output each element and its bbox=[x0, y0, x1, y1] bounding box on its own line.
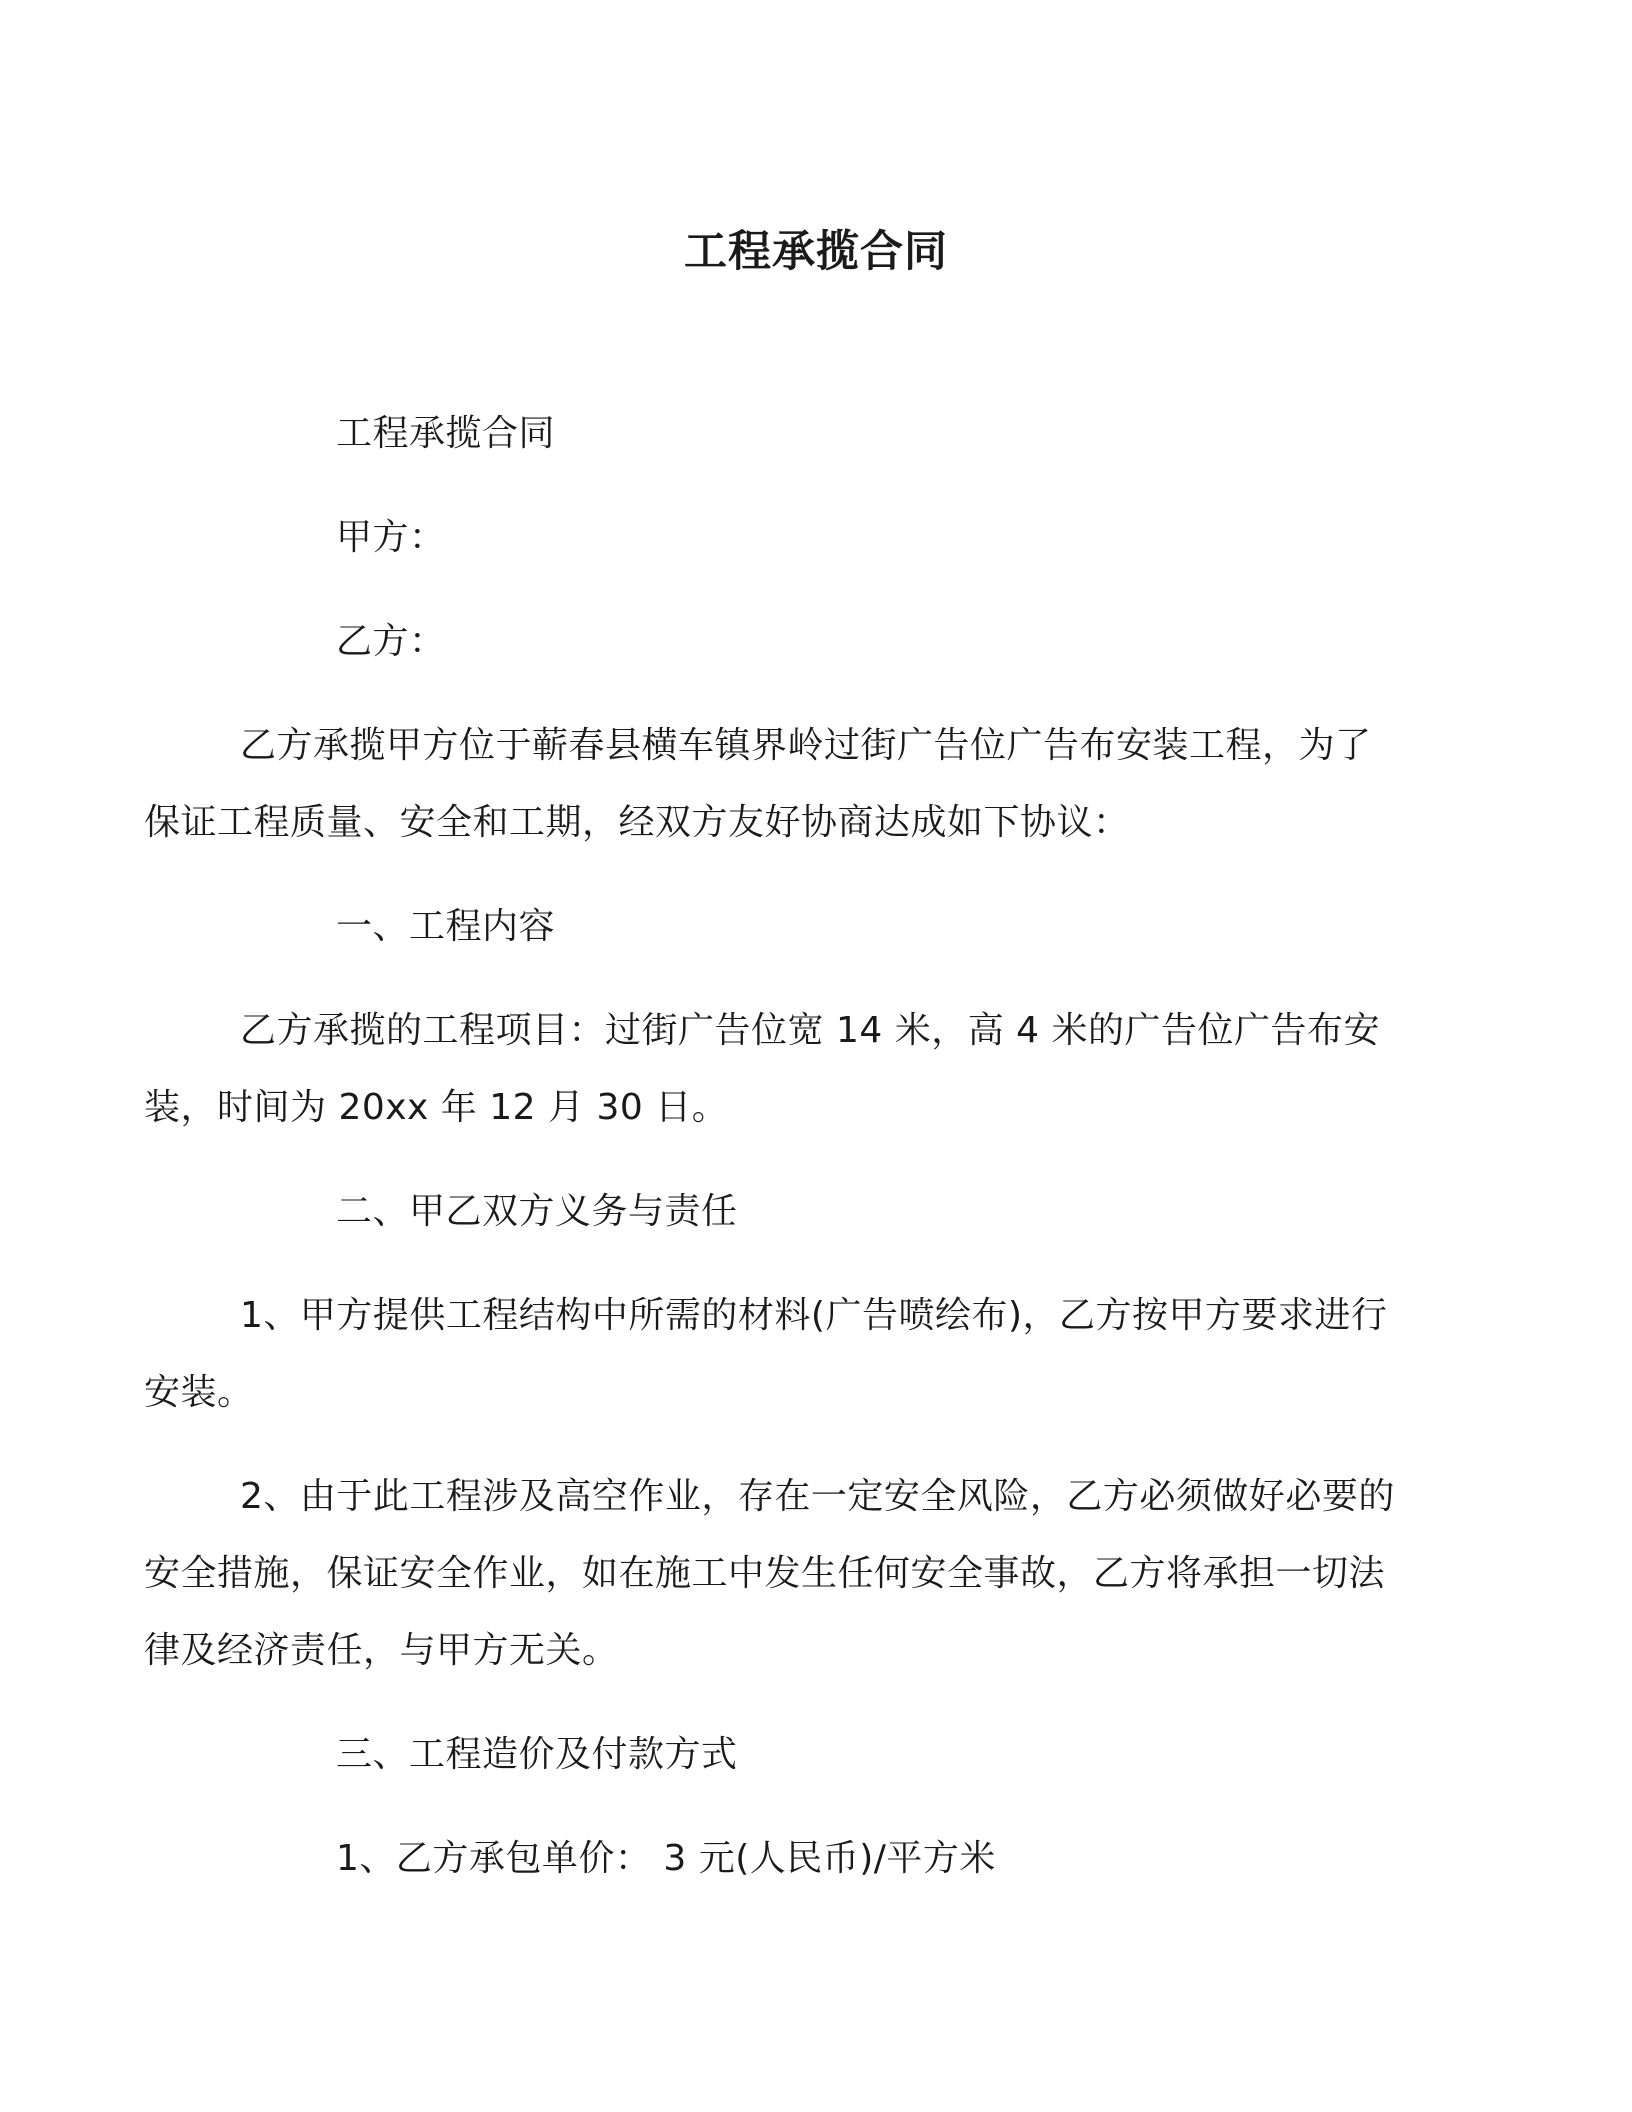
section-heading-1: 一、工程内容 bbox=[336, 906, 556, 947]
paragraph-party-a: 甲方： bbox=[336, 517, 446, 558]
paragraph-subtitle: 工程承揽合同 bbox=[336, 413, 556, 454]
document-body bbox=[144, 395, 1400, 1924]
section-heading-3: 三、工程造价及付款方式 bbox=[336, 1734, 738, 1775]
paragraph-duty-1: 1、甲方提供工程结构中所需的材料(广告喷绘布)，乙方按甲方要求进行安装。 bbox=[144, 1295, 1388, 1413]
paragraph-project: 乙方承揽的工程项目：过街广告位宽 14 米，高 4 米的广告位广告布安装，时间为 20xx 年 12 月 30 日。 bbox=[144, 1010, 1380, 1128]
paragraph-party-b: 乙方： bbox=[336, 621, 446, 662]
paragraph-intro: 乙方承揽甲方位于蕲春县横车镇界岭过街广告位广告布安装工程，为了保证工程质量、安全和工期，经双方友好协商达成如下协议： bbox=[144, 725, 1372, 843]
paragraph-price: 1、乙方承包单价： 3 元(人民币)/平方米 bbox=[336, 1838, 996, 1879]
paragraph-duty-2: 2、由于此工程涉及高空作业，存在一定安全风险，乙方必须做好必要的安全措施，保证安全作业，如在施工中发生任何安全事故，乙方将承担一切法律及经济责任，与甲方无关。 bbox=[144, 1476, 1395, 1671]
document-title: 工程承揽合同 bbox=[684, 227, 948, 277]
section-heading-2: 二、甲乙双方义务与责任 bbox=[336, 1191, 738, 1232]
